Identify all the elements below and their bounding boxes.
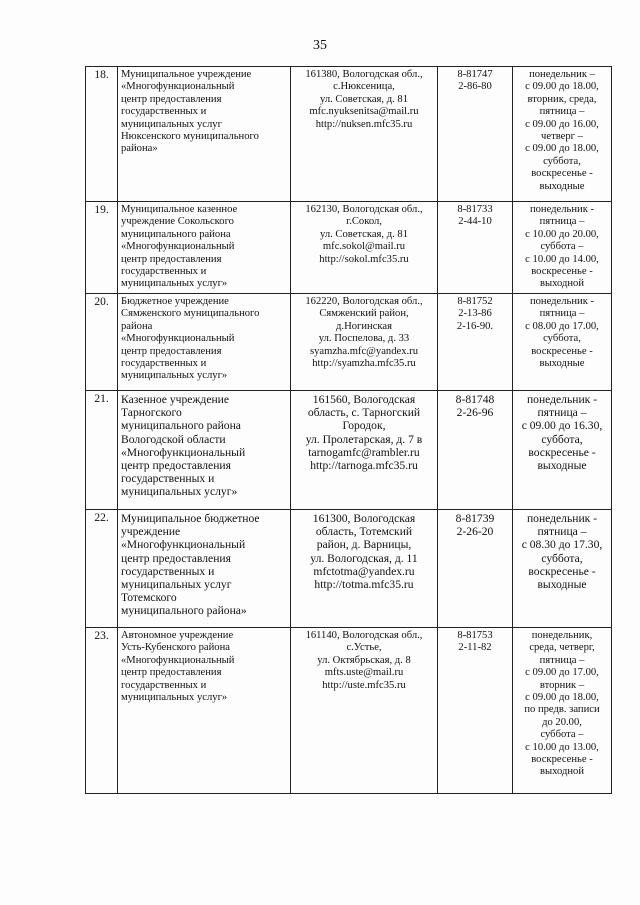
organization-name-line: «Многофункциональный [121,445,246,459]
organization-name-line: Муниципальное бюджетное [121,512,260,525]
table-row [86,391,612,510]
row-number-text: 22. [94,512,109,524]
working-hours-line: выходные [539,358,585,370]
organization-address-line: ул. Пролетарская, д. 7 в [305,432,423,446]
organization-name-line: государственных и [121,106,207,118]
working-hours [513,202,612,294]
working-hours [513,294,612,391]
organization-address-line: mfctotma@yandex.ru [313,564,415,578]
organization-address-line: Городок, [342,419,386,433]
working-hours-line: с 09.00 до 18.00, [525,692,599,704]
organization-name-line: «Многофункциональный [121,654,235,666]
table-row [86,67,612,202]
organization-address-line: mfts.uste@mail.ru [324,667,404,679]
working-hours [513,391,612,510]
working-hours-line: воскресенье - [531,345,593,357]
organization-address-line: область, с. Тарногский [307,406,421,420]
organization-name-line: «Многофункциональный [121,81,235,93]
organization-address-line: 161300, Вологодская [312,512,416,525]
organization-address [291,510,438,628]
organization-phone-line: 8-81747 [457,69,493,80]
organization-name-line: государственных и [121,472,215,486]
organization-address-line: с.Нюксеница, [333,81,395,93]
organization-address-line: 161140, Вологодская обл., [305,630,423,641]
working-hours-line: суббота, [541,432,583,446]
working-hours-line: с 09.00 до 16.00, [525,118,599,130]
working-hours-line: с 10.00 до 20.00, [525,228,599,240]
organization-phone [438,67,513,202]
row-number [86,391,118,510]
organization-name-line: Нюксенского муниципального [121,131,259,143]
organization-name-line: центр предоставления [121,667,222,679]
row-number [86,628,118,794]
organization-address-line: ул. Октябрьская, д. 8 [317,654,411,666]
working-hours-line: вторник – [539,679,585,691]
working-hours [513,510,612,628]
working-hours-line: с 09.00 до 17.00, [525,667,599,679]
working-hours-line: суббота – [540,241,584,253]
working-hours-line: вторник, среда, [527,93,597,105]
working-hours-line: выходные [537,459,587,473]
organization-name-line: муниципальных услуг [121,118,222,130]
organization-address-line: район, д. Варницы, [316,538,412,552]
organization-phone-line: 2-44-10 [458,216,492,228]
organization-name-line: муниципальных услуг» [121,692,228,704]
working-hours-line: суббота, [541,551,583,565]
organization-address-line: область, Тотемский [315,525,413,539]
organization-name-line: Бюджетное учреждение [121,296,229,307]
organization-address-line: с.Устье, [346,642,382,654]
organization-address-line: http://syamzha.mfc35.ru [312,358,416,370]
organization-name-line: центр предоставления [121,345,222,357]
row-number-text: 20. [94,296,109,308]
organization-address-line: http://nuksen.mfc35.ru [315,118,413,130]
organization-address-line: ул. Советская, д. 81 [319,93,409,105]
working-hours-line: понедельник – [529,69,595,80]
organization-name [118,391,291,510]
working-hours-line: выходные [539,180,585,192]
organization-address-line: ул. Вологодская, д. 11 [310,551,418,565]
organization-name [118,510,291,628]
organization-name-line: центр предоставления [121,459,231,473]
organization-name-line: муниципального района [121,228,231,240]
organization-address-line: tarnogamfc@rambler.ru [308,445,420,459]
working-hours-line: понедельник - [526,393,598,406]
working-hours-line: с 09.00 до 18.00, [525,143,599,155]
working-hours-line: выходной [539,766,585,778]
organization-phone-line: 2-11-82 [458,642,492,654]
organization-name-line: муниципальных услуг» [121,370,228,382]
organization-name-line: государственных и [121,358,207,370]
row-number [86,294,118,391]
organization-phone-line: 8-81753 [457,630,493,641]
working-hours-line: выходные [537,578,587,592]
working-hours-line: воскресенье - [531,754,593,766]
organization-name-line: Тотемского [121,591,177,605]
row-number [86,67,118,202]
row-number [86,510,118,628]
organization-address-line: д.Ногинская [336,320,392,332]
organization-address-line: 162220, Вологодская обл., [305,296,423,307]
organization-name-line: муниципальных услуг» [121,278,228,290]
organization-phone-line: 2-86-80 [458,81,492,93]
working-hours [513,67,612,202]
row-number [86,202,118,294]
organization-address-line: Сямженский район, [319,308,409,320]
organization-name-line: Казенное учреждение [121,393,230,406]
organization-name-line: Тарногского [121,406,182,420]
organization-name-line: государственных и [121,679,207,691]
organization-name-line: «Многофункциональный [121,241,235,253]
organization-phone [438,628,513,794]
working-hours-line: с 09.00 до 18.00, [525,81,599,93]
table-row [86,294,612,391]
working-hours-line: с 10.00 до 14.00, [525,253,599,265]
working-hours-line: понедельник - [529,296,595,307]
working-hours-line: понедельник, [531,630,593,641]
organization-address-line: http://totma.mfc35.ru [314,578,414,592]
organization-address [291,628,438,794]
organization-name-line: муниципального района» [121,604,247,618]
working-hours-line: суббота, [543,155,581,167]
working-hours-line: воскресенье - [531,266,593,278]
row-number-text: 18. [94,69,109,81]
organization-name-line: Автономное учреждение [121,630,234,641]
row-number-text: 21. [94,393,109,405]
working-hours-line: пятница – [539,308,585,320]
organization-phone-line: 2-26-96 [456,406,494,420]
organization-address-line: ул. Советская, д. 81 [319,228,409,240]
mfc-registry-table [85,66,612,794]
working-hours-line: до 20.00, [542,716,582,728]
organization-name-line: государственных и [121,564,215,578]
row-number-text: 19. [94,204,109,216]
working-hours-line: воскресенье - [531,168,593,180]
organization-name-line: муниципального района [121,419,241,433]
organization-name-line: государственных и [121,266,207,278]
organization-phone [438,510,513,628]
working-hours-line: четверг – [541,131,583,143]
organization-phone-line: 8-81748 [455,393,495,406]
table-row [86,202,612,294]
organization-name-line: учреждение Сокольского [121,216,234,228]
organization-name-line: учреждение [121,525,181,539]
organization-name-line: «Многофункциональный [121,333,235,345]
working-hours-line: понедельник - [526,512,598,525]
working-hours-line: понедельник - [529,204,595,215]
organization-name-line: «Многофункциональный [121,538,246,552]
working-hours-line: среда, четверг, [529,642,595,654]
organization-phone-line: 2-13-86 [458,308,492,320]
table-row [86,510,612,628]
working-hours-line: с 09.00 до 16.30, [521,419,603,433]
working-hours [513,628,612,794]
organization-name-line: центр предоставления [121,93,222,105]
organization-name-line: центр предоставления [121,253,222,265]
organization-name-line: центр предоставления [121,551,231,565]
organization-name-line: Муниципальное учреждение [121,69,252,80]
working-hours-line: суббота, [543,333,581,345]
organization-phone-line: 2-26-20 [456,525,494,539]
working-hours-line: по предв. записи [524,704,600,716]
working-hours-line: воскресенье - [528,445,596,459]
organization-address [291,202,438,294]
working-hours-line: пятница – [539,106,585,118]
working-hours-line: пятница – [539,216,585,228]
working-hours-line: с 08.00 до 17.00, [525,320,599,332]
organization-name-line: района» [121,143,158,155]
organization-phone-line: 2-16-90. [456,320,494,332]
organization-address [291,67,438,202]
organization-name-line: района [121,320,153,332]
organization-address-line: syamzha.mfc@yandex.ru [309,345,418,357]
organization-address-line: mfc.nyuksenitsa@mail.ru [309,106,419,118]
organization-address-line: http://sokol.mfc35.ru [319,253,409,265]
organization-address-line: г.Сокол, [346,216,382,228]
organization-phone-line: 8-81739 [455,512,495,525]
organization-name-line: муниципальных услуг [121,578,232,592]
organization-phone [438,391,513,510]
organization-name [118,202,291,294]
page-number: 35 [313,38,327,53]
working-hours-line: воскресенье - [528,564,596,578]
working-hours-line: с 10.00 до 13.00, [525,741,599,753]
organization-address-line: http://uste.mfc35.ru [322,679,406,691]
organization-name-line: муниципальных услуг» [121,485,238,499]
organization-name [118,294,291,391]
organization-address-line: 161380, Вологодская обл., [305,69,423,80]
organization-address-line: ул. Поспелова, д. 33 [318,333,410,345]
organization-address-line: http://tarnoga.mfc35.ru [310,459,418,473]
organization-name-line: Муниципальное казенное [121,204,238,215]
organization-name-line: Вологодской области [121,432,226,446]
organization-name [118,67,291,202]
organization-address-line: 161560, Вологодская [312,393,416,406]
working-hours-line: выходной [539,278,585,290]
organization-name-line: Усть-Кубенского района [121,642,230,654]
table-row [86,628,612,794]
working-hours-line: суббота – [540,729,584,741]
organization-address-line: mfc.sokol@mail.ru [322,241,406,253]
organization-phone-line: 8-81733 [457,204,493,215]
organization-name-line: Сямженского муниципального [121,308,260,320]
organization-address [291,391,438,510]
working-hours-line: пятница – [539,654,585,666]
organization-phone-line: 8-81752 [457,296,493,307]
working-hours-line: пятница – [537,525,587,539]
organization-address-line: 162130, Вологодская обл., [305,204,423,215]
row-number-text: 23. [94,630,109,642]
organization-name [118,628,291,794]
working-hours-line: с 08.30 до 17.30, [521,538,603,552]
organization-phone [438,294,513,391]
working-hours-line: пятница – [537,406,587,420]
organization-address [291,294,438,391]
organization-phone [438,202,513,294]
